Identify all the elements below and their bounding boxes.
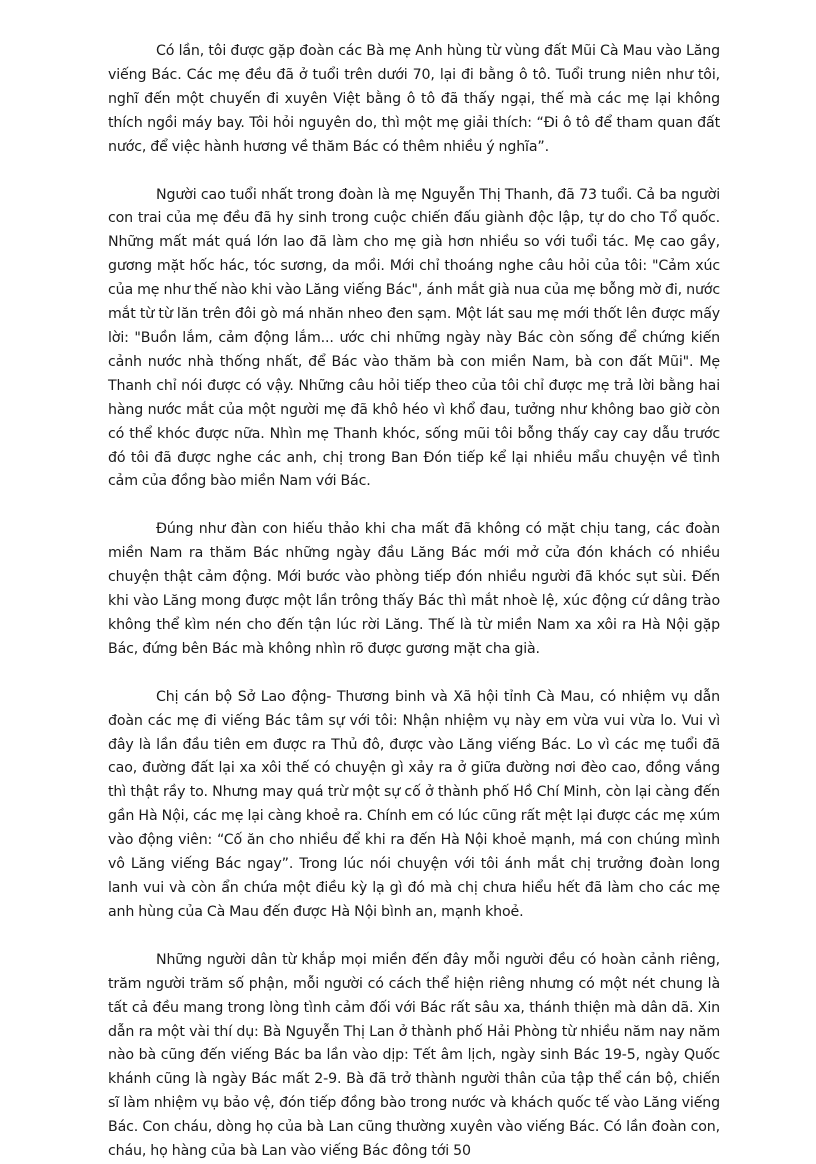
paragraph-1: Có lần, tôi được gặp đoàn các Bà mẹ Anh hùng từ vùng đất Mũi Cà Mau vào Lăng viếng Bác. Các mẹ đều đã ở tuổi trên dưới 70, lại đi bằng ô tô. Tuổi trung niên như tôi, nghĩ đến một chuyến đi xuyên Việt bằng ô tô đã thấy ngại, thế mà các mẹ lại không thích ngồi máy bay. Tôi hỏi nguyên do, thì một mẹ giải thích: “Đi ô tô để tham quan đất nước, để việc hành hương về thăm Bác có thêm nhiều ý nghĩa”. <box>108 43 720 155</box>
document-page <box>108 40 720 1164</box>
paragraph-2: Người cao tuổi nhất trong đoàn là mẹ Nguyễn Thị Thanh, đã 73 tuổi. Cả ba người con trai của mẹ đều đã hy sinh trong cuộc chiến đấu giành độc lập, tự do cho Tổ quốc. Những mất mát quá lớn lao đã làm cho mẹ già hơn nhiều so với tuổi tác. Mẹ cao gầy, gương mặt hốc hác, tóc sương, da mồi. Mới chỉ thoáng nghe câu hỏi của tôi: "Cảm xúc của mẹ như thế nào khi vào Lăng viếng Bác", ánh mắt già nua của mẹ bỗng mờ đi, nước mắt từ từ lăn trên đôi gò má nhăn nheo đen sạm. Một lát sau mẹ mới thốt lên được mấy lời: "Buồn lắm, cảm động lắm... ước chi những ngày này Bác còn sống để chứng kiến cảnh nước nhà thống nhất, để Bác vào thăm bà con miền Nam, bà con đất Mũi". Mẹ Thanh chỉ nói được có vậy. Những câu hỏi tiếp theo của tôi chỉ được mẹ trả lời bằng hai hàng nước mắt của một người mẹ đã khô héo vì khổ đau, tưởng như không bao giờ còn có thể khóc được nữa. Nhìn mẹ Thanh khóc, sống mũi tôi bỗng thấy cay cay dẫu trước đó tôi đã được nghe các anh, chị trong Ban Đón tiếp kể lại nhiều mẩu chuyện về tình cảm của đồng bào miền Nam với Bác. <box>108 186 720 490</box>
paragraph-5: Những người dân từ khắp mọi miền đến đây mỗi người đều có hoàn cảnh riêng, trăm người trăm số phận, mỗi người có cách thể hiện riêng nhưng có một nét chung là tất cả đều mang trong lòng tình cảm đối với Bác rất sâu xa, thánh thiện mà dân dã. Xin dẫn ra một vài thí dụ: Bà Nguyễn Thị Lan ở thành phố Hải Phòng từ nhiều năm nay năm nào bà cũng đến viếng Bác ba lần vào dịp: Tết âm lịch, ngày sinh Bác 19-5, ngày Quốc khánh cũng là ngày Bác mất 2-9. Bà đã trở thành người thân của tập thể cán bộ, chiến sĩ làm nhiệm vụ bảo vệ, đón tiếp đồng bào trong nước và khách quốc tế vào Lăng viếng Bác. Con cháu, dòng họ của bà Lan cũng thường xuyên vào viếng Bác. Có lần đoàn con, cháu, họ hàng của bà Lan vào viếng Bác đông tới 50 <box>108 951 720 1160</box>
paragraph-4: Chị cán bộ Sở Lao động- Thương binh và Xã hội tỉnh Cà Mau, có nhiệm vụ dẫn đoàn các mẹ đi viếng Bác tâm sự với tôi: Nhận nhiệm vụ này em vừa vui vừa lo. Vui vì đây là lần đầu tiên em được ra Thủ đô, được vào Lăng viếng Bác. Lo vì các mẹ tuổi đã cao, đường đất lại xa xôi thế có chuyện gì xảy ra ở giữa đường nơi đèo cao, đồng vắng thì thật rầy to. Nhưng may quá trừ một sự cố ở thành phố Hồ Chí Minh, còn lại càng đến gần Hà Nội, các mẹ lại càng khoẻ ra. Chính em có lúc cũng rất mệt lại được các mẹ xúm vào động viên: “Cố ăn cho nhiều để khi ra đến Hà Nội khoẻ mạnh, má con chúng mình vô Lăng viếng Bác ngay”. Trong lúc nói chuyện với tôi ánh mắt chị trưởng đoàn long lanh vui và còn ẩn chứa một điều kỳ lạ gì đó mà chị chưa hiểu hết đã làm cho các mẹ anh hùng của Cà Mau đến được Hà Nội bình an, mạnh khoẻ. <box>108 688 720 920</box>
paragraph-3: Đúng như đàn con hiếu thảo khi cha mất đã không có mặt chịu tang, các đoàn miền Nam ra thăm Bác những ngày đầu Lăng Bác mới mở cửa đón khách có nhiều chuyện thật cảm động. Mới bước vào phòng tiếp đón nhiều người đã khóc sụt sùi. Đến khi vào Lăng mong được một lần trông thấy Bác thì mắt nhoè lệ, xúc động cứ dâng trào không thể kìm nén cho đến tận lúc rời Lăng. Thế là từ miền Nam xa xôi ra Hà Nội gặp Bác, đứng bên Bác mà không nhìn rõ được gương mặt cha già. <box>108 521 720 657</box>
